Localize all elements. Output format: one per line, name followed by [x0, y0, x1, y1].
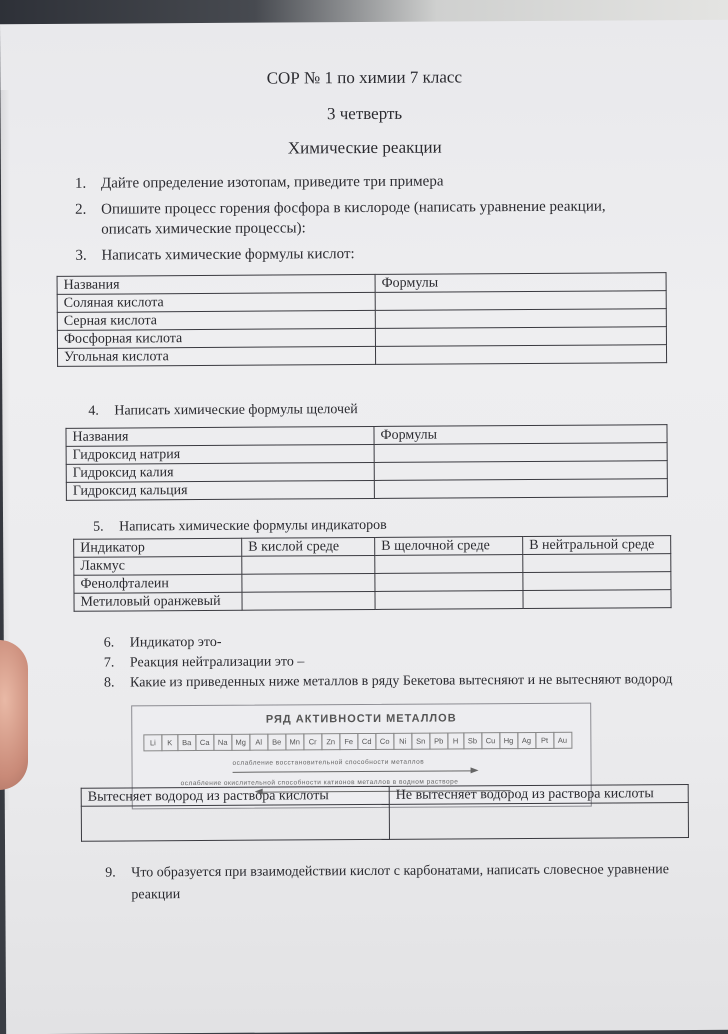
metal-cell: Mg	[231, 734, 250, 751]
question-4	[88, 402, 357, 420]
metal-cell: Pt	[535, 732, 554, 749]
table-cell: Угольная кислота	[57, 346, 375, 366]
table-cell: Гидроксид кальция	[66, 480, 374, 500]
question-number: 7.	[103, 655, 115, 671]
answer-cell[interactable]	[375, 327, 666, 347]
worksheet-topic: Химические реакции	[287, 137, 442, 158]
question-text: Индикатор это-	[129, 634, 222, 651]
question-8	[104, 672, 673, 691]
question-number: 2.	[75, 201, 87, 218]
question-9	[105, 862, 669, 881]
answer-cell[interactable]	[375, 591, 523, 610]
table-cell: Метиловый оранжевый	[74, 592, 242, 611]
answer-cell[interactable]	[375, 555, 523, 574]
question-text: Написать химические формулы индикаторов	[119, 517, 387, 535]
table-header: Индикатор	[74, 538, 242, 557]
table-cell: Соляная кислота	[57, 292, 375, 312]
answer-cell[interactable]	[375, 291, 666, 311]
metal-cell: Au	[553, 732, 572, 749]
alkali-table	[65, 424, 667, 501]
metal-cell: Co	[375, 733, 394, 750]
question-text: Написать химические формулы щелочей	[114, 402, 358, 419]
worksheet-paper	[0, 20, 728, 1034]
metal-cell: Zn	[321, 733, 340, 750]
question-3	[75, 246, 354, 265]
metal-cell: Ba	[177, 734, 196, 751]
worksheet-quarter: 3 четверть	[326, 103, 403, 124]
table-header: Формулы	[375, 273, 666, 293]
question-text: Опишите процесс горения фосфора в кислороде (написать уравнение реакции,	[101, 198, 606, 218]
question-1	[75, 174, 444, 193]
metal-cell: Fe	[339, 733, 358, 750]
metal-cell: Sn	[411, 733, 430, 750]
answer-cell[interactable]	[242, 555, 375, 574]
table-cell: Серная кислота	[57, 310, 375, 330]
question-text: Дайте определение изотопам, приведите три примера	[100, 173, 444, 192]
table-cell: Фенолфталеин	[74, 574, 242, 593]
metal-cell: Al	[249, 734, 268, 751]
question-number: 8.	[103, 675, 115, 691]
table-header: Не вытесняет водород из раствора кислоты	[389, 785, 688, 805]
table-header: Названия	[57, 274, 375, 294]
hydrogen-table	[81, 784, 689, 842]
table-header: В кислой среде	[242, 537, 375, 556]
metal-cell: H	[447, 732, 464, 749]
table-cell: Гидроксид калия	[66, 462, 374, 482]
answer-cell[interactable]	[523, 554, 671, 573]
metal-cell: Pb	[429, 732, 448, 749]
question-text: Реакция нейтрализации это –	[129, 654, 305, 671]
answer-cell[interactable]	[523, 572, 671, 591]
question-5	[93, 518, 387, 536]
table-cell: Фосфорная кислота	[57, 328, 375, 348]
answer-cell[interactable]	[389, 803, 688, 840]
metal-cell: Sb	[463, 732, 482, 749]
question-9-continued: реакции	[131, 887, 181, 903]
answer-cell[interactable]	[523, 590, 671, 609]
question-text: Написать химические формулы кислот:	[101, 246, 355, 264]
table-header: Вытесняет водород из раствора кислоты	[81, 786, 389, 806]
metal-cell: Na	[213, 734, 232, 751]
question-number: 3.	[75, 247, 87, 264]
arrow-label-oxidizing: ослабление окислительной способности катионов металлов в водном растворе	[180, 778, 459, 788]
metal-cell: Cd	[357, 733, 376, 750]
metal-cell: Li	[143, 734, 162, 751]
metal-series-title: РЯД АКТИВНОСТИ МЕТАЛЛОВ	[265, 712, 457, 726]
metal-cell: Cr	[303, 733, 322, 750]
question-2	[75, 199, 606, 219]
question-text: Что образуется при взаимодействии кислот с карбонатами, написать словесное уравнение	[131, 862, 669, 881]
metal-cell: Hg	[499, 732, 518, 749]
table-header: Названия	[66, 426, 374, 446]
question-text: Какие из приведенных ниже металлов в ряду Бекетова вытесняют и не вытесняют водород	[129, 672, 673, 691]
indicator-table	[73, 535, 671, 612]
acids-table	[57, 272, 668, 367]
table-header: В щелочной среде	[375, 537, 523, 556]
arrow-label-reducing: ослабление восстановительной способности металлов	[232, 758, 425, 767]
thumb	[0, 640, 28, 790]
answer-cell[interactable]	[375, 309, 666, 329]
question-number: 6.	[103, 635, 115, 651]
question-number: 9.	[105, 865, 116, 881]
question-number: 4.	[88, 403, 99, 419]
metal-cell: Ag	[517, 732, 536, 749]
answer-cell[interactable]	[242, 591, 375, 610]
arrow-line-right	[233, 770, 473, 772]
metal-cell: Cu	[481, 732, 500, 749]
question-6	[104, 635, 222, 652]
question-2-continued: описать химические процессы):	[101, 220, 306, 238]
answer-cell[interactable]	[374, 461, 667, 481]
arrow-right-icon	[471, 767, 479, 773]
metal-cells	[144, 732, 572, 752]
metal-cell: K	[161, 734, 178, 751]
answer-cell[interactable]	[374, 479, 667, 499]
question-7	[104, 654, 305, 671]
table-cell: Гидроксид натрия	[66, 444, 374, 464]
answer-cell[interactable]	[374, 443, 667, 463]
metal-cell: Ni	[393, 733, 412, 750]
question-number: 1.	[74, 175, 87, 192]
answer-cell[interactable]	[81, 804, 389, 841]
table-header: Формулы	[374, 425, 667, 445]
question-number: 5.	[93, 519, 104, 535]
answer-cell[interactable]	[375, 345, 666, 365]
metal-cell: Be	[267, 733, 286, 750]
table-header: В нейтральной среде	[523, 536, 671, 555]
answer-cell[interactable]	[375, 573, 523, 592]
metal-cell: Mn	[285, 733, 304, 750]
metal-cell: Ca	[195, 734, 214, 751]
worksheet-title: СОР № 1 по химии 7 класс	[266, 67, 463, 88]
table-cell: Лакмус	[74, 556, 242, 575]
answer-cell[interactable]	[242, 573, 375, 592]
